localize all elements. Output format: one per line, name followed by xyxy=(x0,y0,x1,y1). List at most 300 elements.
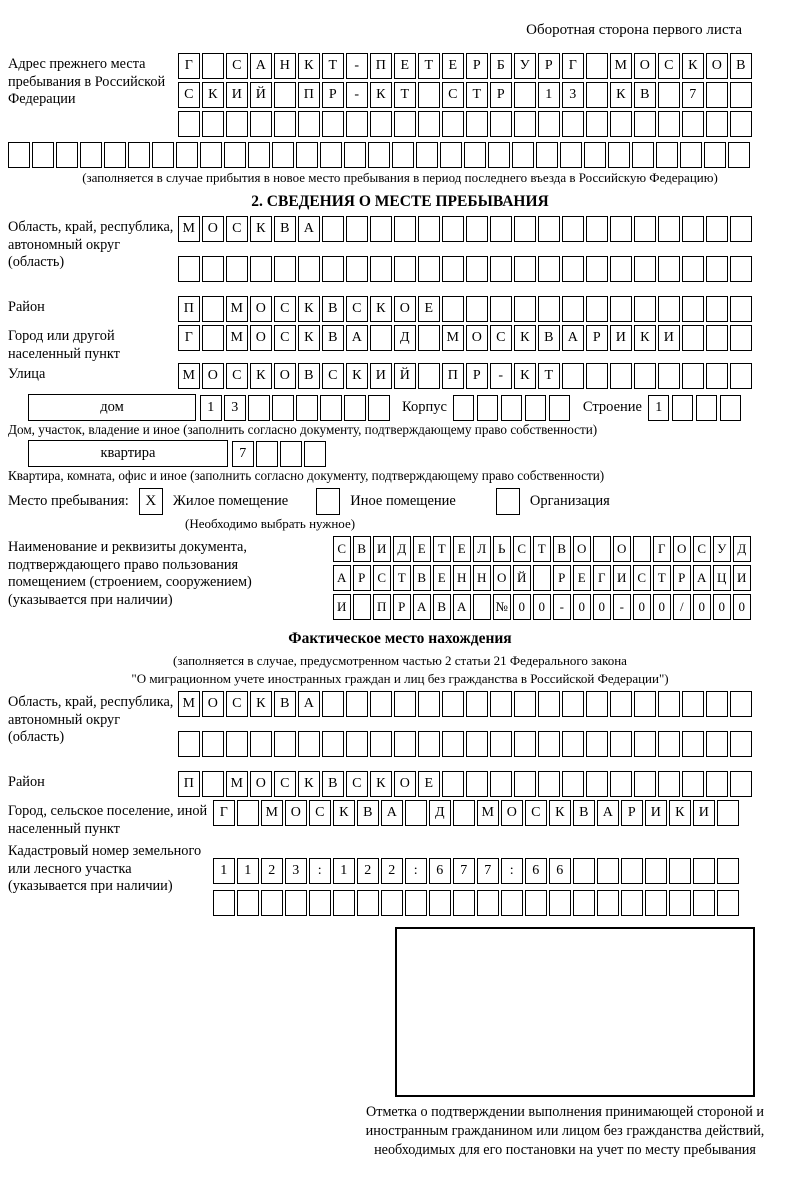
char-cell xyxy=(682,363,704,389)
char-cell: Д xyxy=(733,536,751,562)
char-cell xyxy=(586,691,608,717)
char-cell xyxy=(322,731,344,757)
char-cell xyxy=(346,731,368,757)
char-cell xyxy=(248,142,270,168)
char-cell: П xyxy=(373,594,391,620)
char-cell: У xyxy=(514,53,536,79)
char-cell: Р xyxy=(353,565,371,591)
char-cell: М xyxy=(477,800,499,826)
char-cell xyxy=(514,771,536,797)
char-cell xyxy=(490,731,512,757)
char-cell: Р xyxy=(490,82,512,108)
option-organizatsiya-label: Организация xyxy=(529,493,610,509)
char-cell xyxy=(682,771,704,797)
char-cell xyxy=(586,296,608,322)
char-cell xyxy=(442,111,464,137)
char-cell xyxy=(717,858,739,884)
char-cell: : xyxy=(501,858,523,884)
char-cell xyxy=(610,111,632,137)
char-cell: : xyxy=(309,858,331,884)
char-cell: В xyxy=(538,325,560,351)
prev-address-note: (заполняется в случае прибытия в новое место пребывания в период последнего въезда в Российскую Федерацию) xyxy=(82,170,718,185)
char-cell xyxy=(549,890,571,916)
char-cell: 1 xyxy=(200,395,222,421)
char-cell xyxy=(538,296,560,322)
char-cell: В xyxy=(357,800,379,826)
char-cell xyxy=(368,142,390,168)
char-cell xyxy=(538,691,560,717)
char-cell xyxy=(514,691,536,717)
char-cell: О xyxy=(202,691,224,717)
char-cell xyxy=(514,111,536,137)
char-cell: 0 xyxy=(713,594,731,620)
char-cell: 0 xyxy=(513,594,531,620)
char-cell xyxy=(322,691,344,717)
dom-box-label: дом xyxy=(28,394,196,421)
char-cell: Г xyxy=(593,565,611,591)
char-cell xyxy=(32,142,54,168)
char-cell: И xyxy=(658,325,680,351)
char-cell xyxy=(80,142,102,168)
char-cell xyxy=(202,771,224,797)
doc-row-3 xyxy=(333,594,800,620)
char-cell: О xyxy=(202,363,224,389)
char-cell: Е xyxy=(418,296,440,322)
char-cell: / xyxy=(673,594,691,620)
char-cell: С xyxy=(274,296,296,322)
char-cell xyxy=(256,441,278,467)
stamp-area xyxy=(395,927,755,1097)
char-cell xyxy=(418,111,440,137)
char-cell xyxy=(490,216,512,242)
char-cell xyxy=(586,111,608,137)
char-cell xyxy=(533,565,551,591)
fact-rayon-row xyxy=(178,771,800,797)
char-cell: Г xyxy=(562,53,584,79)
char-cell: С xyxy=(525,800,547,826)
char-cell xyxy=(730,256,752,282)
char-cell xyxy=(418,82,440,108)
char-cell xyxy=(586,82,608,108)
char-cell: 3 xyxy=(562,82,584,108)
char-cell xyxy=(250,256,272,282)
kvartira-note: Квартира, комната, офис и иное (заполнить согласно документу, подтверждающему право собственности) xyxy=(8,468,605,483)
char-cell xyxy=(525,890,547,916)
char-cell xyxy=(693,858,715,884)
char-cell xyxy=(298,256,320,282)
char-cell xyxy=(442,731,464,757)
char-cell: Й xyxy=(250,82,272,108)
char-cell xyxy=(669,858,691,884)
char-cell: И xyxy=(370,363,392,389)
char-cell xyxy=(344,395,366,421)
char-cell: Е xyxy=(573,565,591,591)
char-cell xyxy=(593,536,611,562)
fact-oblast-row-1 xyxy=(178,691,800,717)
char-cell: Р xyxy=(553,565,571,591)
char-cell xyxy=(538,731,560,757)
char-cell: С xyxy=(513,536,531,562)
fact-header: Фактическое место нахождения xyxy=(288,630,512,647)
stroenie-label: Строение xyxy=(582,399,642,415)
char-cell xyxy=(280,441,302,467)
char-cell: 1 xyxy=(237,858,259,884)
char-cell xyxy=(466,731,488,757)
stroenie-cells xyxy=(648,395,744,421)
char-cell xyxy=(730,731,752,757)
char-cell xyxy=(656,142,678,168)
oblast-row-1 xyxy=(178,216,800,242)
char-cell xyxy=(202,111,224,137)
char-cell: М xyxy=(226,296,248,322)
char-cell: С xyxy=(693,536,711,562)
char-cell xyxy=(562,296,584,322)
char-cell xyxy=(466,111,488,137)
char-cell xyxy=(309,890,331,916)
char-cell xyxy=(538,216,560,242)
char-cell xyxy=(672,395,694,421)
char-cell: - xyxy=(490,363,512,389)
char-cell xyxy=(464,142,486,168)
char-cell xyxy=(274,731,296,757)
char-cell xyxy=(549,395,571,421)
char-cell xyxy=(730,691,752,717)
char-cell: В xyxy=(553,536,571,562)
char-cell xyxy=(370,325,392,351)
char-cell xyxy=(418,216,440,242)
char-cell xyxy=(394,256,416,282)
char-cell xyxy=(706,82,728,108)
char-cell xyxy=(322,256,344,282)
char-cell xyxy=(706,296,728,322)
char-cell: Й xyxy=(394,363,416,389)
char-cell xyxy=(490,111,512,137)
char-cell xyxy=(370,111,392,137)
stamp-caption: Отметка о подтверждении выполнения принимающей стороной и иностранным гражданином или лицом без гражданства действий, необходимых для его постановки на учет по месту пребывания xyxy=(365,1104,765,1158)
char-cell: Р xyxy=(466,53,488,79)
char-cell: Е xyxy=(453,536,471,562)
char-cell: 0 xyxy=(533,594,551,620)
char-cell xyxy=(453,395,475,421)
char-cell xyxy=(488,142,510,168)
fact-rayon-block xyxy=(8,771,800,800)
char-cell: М xyxy=(610,53,632,79)
char-cell xyxy=(680,142,702,168)
kvartira-cells xyxy=(232,441,328,467)
char-cell xyxy=(104,142,126,168)
char-cell xyxy=(394,111,416,137)
char-cell: Г xyxy=(178,325,200,351)
char-cell xyxy=(634,296,656,322)
section2-header: 2. СВЕДЕНИЯ О МЕСТЕ ПРЕБЫВАНИЯ xyxy=(251,193,549,210)
char-cell: В xyxy=(413,565,431,591)
char-cell xyxy=(418,731,440,757)
char-cell: И xyxy=(226,82,248,108)
char-cell: М xyxy=(178,691,200,717)
char-cell xyxy=(658,256,680,282)
char-cell: С xyxy=(226,363,248,389)
char-cell: П xyxy=(178,296,200,322)
char-cell: С xyxy=(346,296,368,322)
char-cell xyxy=(322,216,344,242)
char-cell xyxy=(304,441,326,467)
char-cell: К xyxy=(370,771,392,797)
char-cell: В xyxy=(573,800,595,826)
char-cell xyxy=(333,890,355,916)
char-cell xyxy=(573,890,595,916)
char-cell: Д xyxy=(429,800,451,826)
char-cell: И xyxy=(373,536,391,562)
char-cell xyxy=(272,395,294,421)
char-cell xyxy=(442,296,464,322)
char-cell xyxy=(706,363,728,389)
char-cell: О xyxy=(501,800,523,826)
char-cell: 7 xyxy=(453,858,475,884)
option-zhiloe-label: Жилое помещение xyxy=(172,493,289,509)
char-cell xyxy=(634,691,656,717)
char-cell: К xyxy=(250,216,272,242)
char-cell xyxy=(514,216,536,242)
char-cell: 0 xyxy=(653,594,671,620)
char-cell xyxy=(344,142,366,168)
fact-gorod-block xyxy=(8,800,800,838)
char-cell xyxy=(237,890,259,916)
char-cell xyxy=(466,296,488,322)
char-cell xyxy=(453,800,475,826)
char-cell: Р xyxy=(393,594,411,620)
char-cell xyxy=(706,691,728,717)
char-cell xyxy=(538,256,560,282)
char-cell xyxy=(706,111,728,137)
doc-label: Наименование и реквизиты документа, подтверждающего право пользования помещением (строением, сооружением) (указывается при наличии) xyxy=(8,539,252,608)
char-cell: Е xyxy=(418,771,440,797)
char-cell xyxy=(696,395,718,421)
char-cell: О xyxy=(250,771,272,797)
char-cell: К xyxy=(298,325,320,351)
checkbox-inoe xyxy=(316,488,340,515)
char-cell: И xyxy=(613,565,631,591)
checkbox-organizatsiya xyxy=(496,488,520,515)
char-cell: К xyxy=(250,363,272,389)
char-cell xyxy=(200,142,222,168)
char-cell xyxy=(538,771,560,797)
fact-oblast-label: Область, край, республика, автономный округ (область) xyxy=(8,694,174,745)
char-cell: 0 xyxy=(573,594,591,620)
char-cell: Р xyxy=(322,82,344,108)
char-cell: 1 xyxy=(213,858,235,884)
char-cell: А xyxy=(562,325,584,351)
korpus-label: Корпус xyxy=(402,399,447,415)
fact-rayon-label: Район xyxy=(8,774,45,790)
dom-row xyxy=(28,394,800,421)
char-cell xyxy=(682,256,704,282)
char-cell xyxy=(226,256,248,282)
char-cell xyxy=(597,890,619,916)
char-cell: И xyxy=(733,565,751,591)
char-cell xyxy=(538,111,560,137)
char-cell xyxy=(514,296,536,322)
char-cell xyxy=(720,395,742,421)
char-cell xyxy=(440,142,462,168)
char-cell xyxy=(658,691,680,717)
char-cell: Е xyxy=(433,565,451,591)
char-cell: К xyxy=(298,53,320,79)
char-cell xyxy=(645,858,667,884)
char-cell xyxy=(658,771,680,797)
char-cell: К xyxy=(333,800,355,826)
doc-block xyxy=(8,536,800,623)
char-cell xyxy=(658,296,680,322)
char-cell: А xyxy=(346,325,368,351)
char-cell xyxy=(610,296,632,322)
char-cell: Б xyxy=(490,53,512,79)
char-cell: Р xyxy=(586,325,608,351)
char-cell: В xyxy=(433,594,451,620)
checkbox-zhiloe: X xyxy=(139,488,163,515)
char-cell: 7 xyxy=(232,441,254,467)
oblast-label: Область, край, республика, автономный округ (область) xyxy=(8,219,174,270)
char-cell: Т xyxy=(433,536,451,562)
char-cell xyxy=(730,216,752,242)
rayon-block xyxy=(8,296,800,325)
char-cell: О xyxy=(706,53,728,79)
char-cell: В xyxy=(322,325,344,351)
char-cell xyxy=(466,771,488,797)
char-cell: А xyxy=(298,691,320,717)
gorod-row xyxy=(178,325,800,351)
char-cell: Ь xyxy=(493,536,511,562)
ulitsa-row xyxy=(178,363,800,389)
char-cell xyxy=(658,216,680,242)
char-cell xyxy=(706,216,728,242)
char-cell xyxy=(706,256,728,282)
rayon-row xyxy=(178,296,800,322)
char-cell: П xyxy=(178,771,200,797)
char-cell xyxy=(477,890,499,916)
char-cell xyxy=(128,142,150,168)
char-cell: О xyxy=(613,536,631,562)
char-cell: С xyxy=(490,325,512,351)
char-cell xyxy=(730,771,752,797)
char-cell xyxy=(536,142,558,168)
char-cell xyxy=(682,216,704,242)
char-cell xyxy=(357,890,379,916)
char-cell: 3 xyxy=(285,858,307,884)
char-cell xyxy=(682,325,704,351)
char-cell: Т xyxy=(466,82,488,108)
char-cell xyxy=(597,858,619,884)
kvartira-box-label: квартира xyxy=(28,440,228,467)
char-cell: О xyxy=(394,296,416,322)
char-cell xyxy=(405,800,427,826)
char-cell xyxy=(693,890,715,916)
char-cell: - xyxy=(346,53,368,79)
char-cell: М xyxy=(261,800,283,826)
char-cell: В xyxy=(298,363,320,389)
char-cell: С xyxy=(442,82,464,108)
char-cell xyxy=(405,890,427,916)
char-cell: С xyxy=(633,565,651,591)
char-cell: О xyxy=(250,296,272,322)
char-cell: С xyxy=(226,691,248,717)
char-cell: А xyxy=(298,216,320,242)
char-cell: Т xyxy=(653,565,671,591)
char-cell: - xyxy=(613,594,631,620)
char-cell: А xyxy=(333,565,351,591)
char-cell: В xyxy=(322,296,344,322)
char-cell: М xyxy=(226,325,248,351)
char-cell: В xyxy=(322,771,344,797)
doc-row-1 xyxy=(333,536,800,562)
kadastr-row-1 xyxy=(213,858,800,884)
char-cell xyxy=(346,691,368,717)
char-cell: С xyxy=(226,53,248,79)
char-cell: : xyxy=(405,858,427,884)
char-cell xyxy=(584,142,606,168)
char-cell xyxy=(261,890,283,916)
char-cell xyxy=(418,256,440,282)
char-cell: П xyxy=(370,53,392,79)
char-cell xyxy=(490,771,512,797)
char-cell: Д xyxy=(394,325,416,351)
char-cell xyxy=(586,53,608,79)
char-cell: О xyxy=(634,53,656,79)
char-cell: П xyxy=(298,82,320,108)
char-cell xyxy=(213,890,235,916)
char-cell xyxy=(466,216,488,242)
gorod-label: Город или другой населенный пункт xyxy=(8,328,120,362)
char-cell xyxy=(634,256,656,282)
kadastr-block xyxy=(8,840,800,919)
char-cell xyxy=(514,731,536,757)
char-cell xyxy=(285,890,307,916)
char-cell xyxy=(178,731,200,757)
char-cell xyxy=(610,691,632,717)
char-cell xyxy=(682,691,704,717)
char-cell: 7 xyxy=(477,858,499,884)
kvartira-row xyxy=(28,440,800,467)
char-cell xyxy=(730,363,752,389)
char-cell xyxy=(416,142,438,168)
char-cell: Ц xyxy=(713,565,731,591)
char-cell xyxy=(586,731,608,757)
char-cell: 0 xyxy=(593,594,611,620)
place-type-row xyxy=(8,488,800,515)
char-cell: К xyxy=(202,82,224,108)
char-cell: О xyxy=(202,216,224,242)
gorod-block xyxy=(8,325,800,363)
char-cell xyxy=(250,111,272,137)
char-cell xyxy=(274,111,296,137)
char-cell: И xyxy=(333,594,351,620)
fact-oblast-row-2 xyxy=(178,731,800,757)
char-cell xyxy=(682,296,704,322)
char-cell: Р xyxy=(466,363,488,389)
char-cell xyxy=(586,256,608,282)
fact-note-2: "О миграционном учете иностранных граждан и лиц без гражданства в Российской Федерации") xyxy=(131,671,669,686)
char-cell xyxy=(202,53,224,79)
char-cell: А xyxy=(597,800,619,826)
char-cell xyxy=(320,395,342,421)
char-cell: М xyxy=(178,216,200,242)
char-cell: С xyxy=(322,363,344,389)
char-cell xyxy=(8,142,30,168)
char-cell xyxy=(645,890,667,916)
char-cell: В xyxy=(274,691,296,717)
oblast-block xyxy=(8,216,800,296)
char-cell xyxy=(202,325,224,351)
char-cell xyxy=(394,216,416,242)
